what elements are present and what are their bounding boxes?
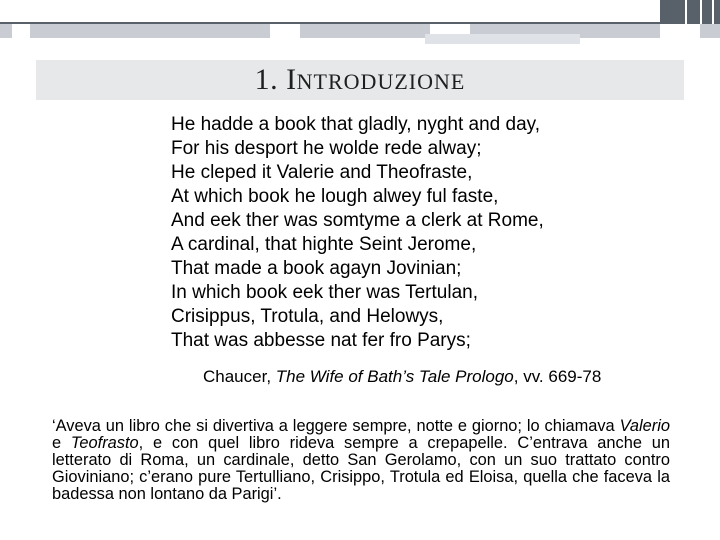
poem-line: He hadde a book that gladly, nyght and day,: [171, 114, 541, 135]
title-first: 1. I: [254, 63, 297, 96]
translation-text: ‘Aveva un libro che si divertiva a leggere sempre, notte e giorno; lo chiamava: [52, 417, 620, 435]
italian-translation: [52, 418, 670, 503]
citation-author: Chaucer,: [203, 367, 276, 386]
header-decoration-light: [0, 24, 720, 48]
poem-line: For his desport he wolde rede alway;: [171, 138, 482, 159]
header-decoration-dark: [0, 0, 720, 24]
citation-work: The Wife of Bath’s Tale Prologo: [275, 367, 514, 386]
poem-line: And eek ther was somtyme a clerk at Rome,: [171, 210, 544, 231]
translation-name-valerio: Valerio: [619, 417, 670, 435]
poem: [171, 113, 544, 353]
poem-line: In which book eek ther was Tertulan,: [171, 282, 478, 303]
title-rest: NTRODUZIONE: [296, 69, 466, 94]
poem-line: That made a book agayn Jovinian;: [171, 258, 462, 279]
slide-title: [36, 60, 684, 102]
poem-line: He cleped it Valerie and Theofraste,: [171, 162, 473, 183]
poem-line: Crisippus, Trotula, and Helowys,: [171, 306, 444, 327]
poem-line: At which book he lough alwey ful faste,: [171, 186, 499, 207]
translation-text: , e con quel libro rideva sempre a crepapelle. C’entrava anche un letterato di Roma, un cardinale, detto San Gerolamo, con un suo trattato contro Gioviniano; c’erano pure Tertulliano, Crisippo, Trotula ed Eloisa, quella che faceva la badessa non lontano da Parigi’.: [52, 434, 670, 503]
translation-name-teofrasto: Teofrasto: [70, 434, 139, 452]
title-band: [36, 60, 684, 100]
poem-line: That was abbesse nat fer fro Parys;: [171, 330, 471, 351]
citation-verses: , vv. 669-78: [513, 367, 602, 386]
poem-line: A cardinal, that highte Seint Jerome,: [171, 234, 477, 255]
translation-text: e: [52, 434, 71, 452]
citation: [203, 366, 601, 388]
